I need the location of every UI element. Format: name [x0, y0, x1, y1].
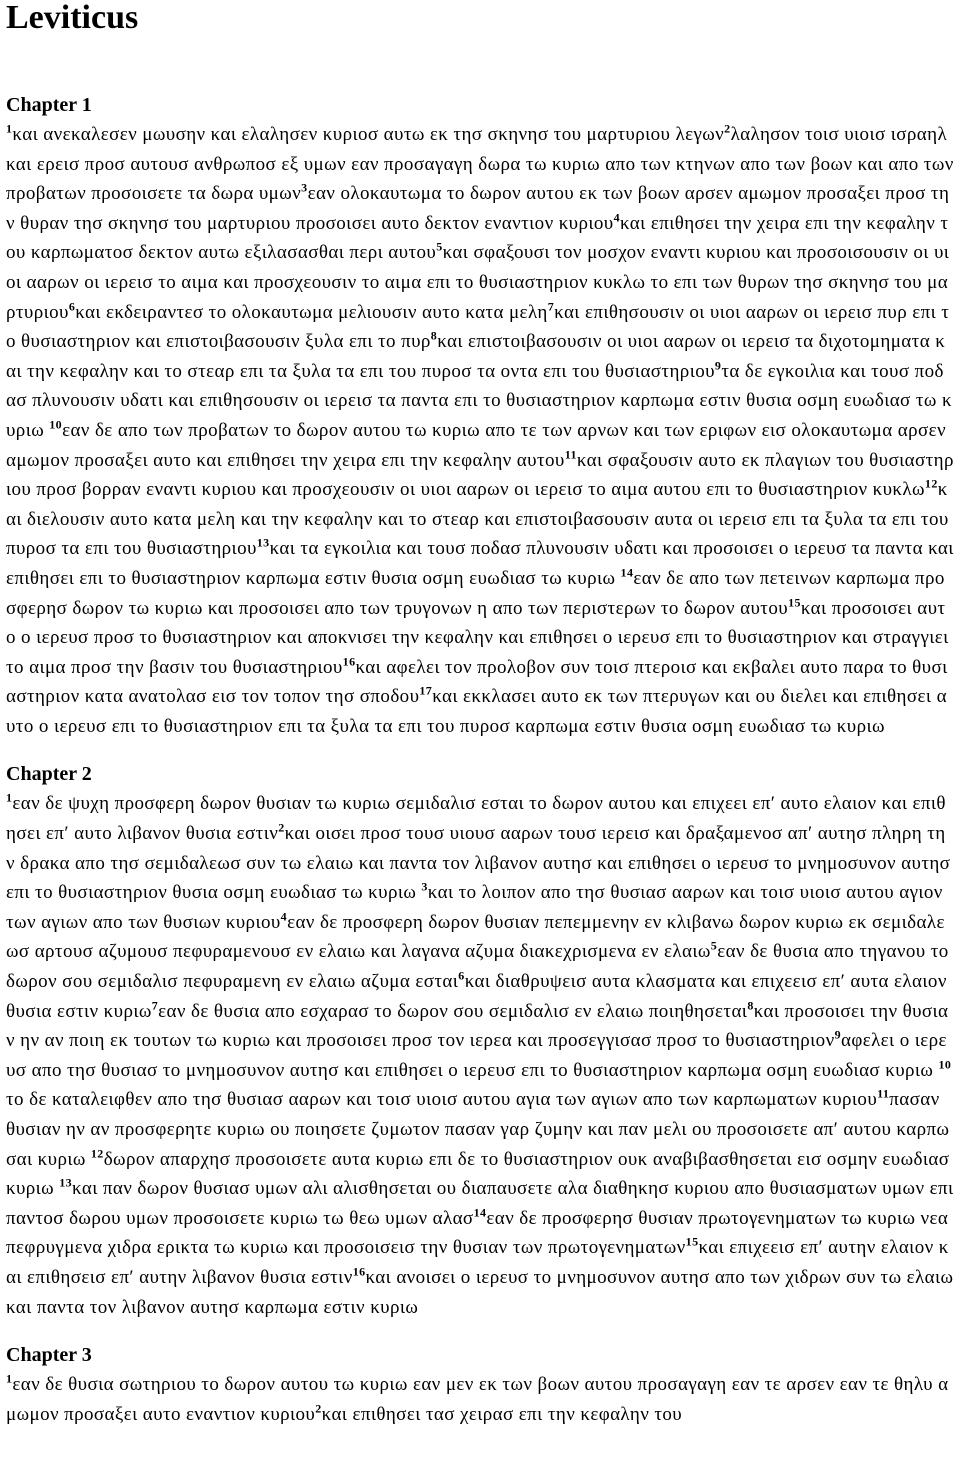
verse-text: λαλησον τοισ υιοισ ισραηλ και ερεισ προσ αυτουσ ανθρωποσ εξ υμων εαν προσαγαγη δωρα τω κυριω απο των κτηνων απο των βοων και απο των προβατων προσοισετε τα δωρα υμων [6, 124, 954, 205]
chapter-section [6, 761, 954, 1322]
verse-text: και σφαξουσι τον μοσχον εναντι κυριου και προσοισουσιν οι υιοι ααρων οι ιερεισ το αιμα και προσχεουσιν το αιμα επι το θυσιαστηριον κυκλω το επι των θυρων τησ σκηνησ του μαρτυριου [6, 242, 950, 323]
verse-text: εαν δε απο των πετεινων καρπωμα προσφερησ δωρον τω κυριω και προσοισει απο των τρυγονων η απο των περιστερων το δωρον αυτου [6, 567, 945, 619]
verse-number: 9 [714, 358, 722, 373]
verse-text: και εκδειραντεσ το ολοκαυτωμα μελιουσιν αυτο κατα μελη [75, 301, 548, 323]
verse-number: 7 [547, 299, 555, 314]
verse-number: 1 [6, 121, 13, 136]
verse-number: 3 [301, 180, 308, 195]
verse-text: και παν δωρον θυσιασ υμων αλι αλισθησεται ου διαπαυσετε αλα διαθηκησ κυριου απο θυσιασματων υμων επι παντοσ δωρου υμων προσοισετε κυριω τω θεω υμων αλασ [6, 1178, 954, 1229]
verse-text: εαν ολοκαυτωμα το δωρον αυτου εκ των βοων αρσεν αμωμον προσαξει προσ την θυραν τησ σκηνησ του μαρτυριου προσοισει αυτο δεκτον εναντιον κυριου [6, 183, 950, 234]
chapter-section [6, 92, 954, 741]
verse-number: 11 [564, 447, 577, 462]
verse-number: 5 [710, 939, 718, 954]
verse-number: 2 [724, 121, 731, 136]
verse-number: 13 [256, 535, 270, 550]
verse-text: εαν δε θυσια απο τηγανου το δωρον σου σεμιδαλισ πεφυραμενη εν ελαιω αζυμα εσται [6, 941, 949, 993]
verse-text: και τα εγκοιλια και τουσ ποδασ πλυνουσιν υδατι και προσοισει ο ιερευσ τα παντα και επιθησει επι το θυσιαστηριον καρπωμα εστιν θυσια οσμη ευωδιασ τω κυριω [6, 538, 954, 589]
verse-text: και ανοισει ο ιερευσ το μνημοσυνον αυτησ απο των χιδρων συν τω ελαιω και παντα τον λιβανον αυτησ καρπωμα εστιν κυριω [6, 1266, 954, 1318]
verse-text: αφελει ο ιερευσ απο τησ θυσιασ το μνημοσυνον αυτησ και επιθησει ο ιερευσ επι το θυσιαστηριον καρπωμα οσμη ευωδιασ κυριω [6, 1030, 947, 1081]
chapter-text [6, 1370, 954, 1429]
verse-number: 2 [278, 820, 285, 835]
verse-number: 12 [90, 1146, 104, 1161]
verse-number: 14 [620, 565, 634, 580]
verse-number: 12 [924, 476, 938, 491]
chapter-heading: Chapter 3 [6, 1344, 92, 1367]
verse-number: 11 [877, 1087, 890, 1102]
verse-text: και προσοισει την θυσιαν ην αν ποιη εκ τουτων τω κυριω και προσοισει προσ τον ιερεα και προσεγγισασ προσ το θυσιαστηριον [6, 1000, 949, 1052]
verse-number: 10 [49, 417, 63, 432]
verse-text: εαν δε θυσια απο εσχαρασ το δωρον σου σεμιδαλισ εν ελαιω ποιηθησεται [158, 1000, 748, 1022]
verse-text: και διαθρυψεισ αυτα κλασματα και επιχεεισ επ′ αυτα ελαιον θυσια εστιν κυριω [6, 971, 947, 1022]
verse-text: εαν δε ψυχη προσφερη δωρον θυσιαν τω κυριω σεμιδαλισ εσται το δωρον αυτου και επιχεει επ′ αυτο ελαιον και επιθησει επ′ αυτο λιβανον θυσια εστιν [6, 793, 946, 845]
verse-number: 4 [613, 210, 620, 225]
verse-text: εαν δε θυσια σωτηριου το δωρον αυτου τω κυριω εαν μεν εκ των βοων αυτου προσαγαγη εαν τε αρσεν εαν τε θηλυ αμωμον προσαξει αυτο εναντιον κυριου [6, 1374, 949, 1425]
verse-number: 16 [342, 654, 356, 669]
verse-number: 8 [430, 328, 438, 343]
verse-text: και σφαξουσιν αυτο εκ πλαγιων του θυσιαστηριου προσ βορραν εναντι κυριου και προσχεουσιν οι υιοι ααρων οι ιερεισ το αιμα αυτου επι το θυσιαστηριον κυκλω [6, 449, 954, 501]
chapter-section [6, 1342, 954, 1429]
verse-text: και το λοιπον απο τησ θυσιασ ααρων και τοισ υιοισ αυτου αγιον των αγιων απο των θυσιων κυριου [6, 882, 943, 933]
verse-text: τα δε εγκοιλια και τουσ ποδασ πλυνουσιν υδατι και επιθησουσιν οι ιερεισ τα παντα επι το θυσιαστηριον καρπωμα εστιν θυσια οσμη ευωδιασ τω κυριω [6, 360, 952, 441]
verse-number: 16 [352, 1264, 366, 1279]
verse-number: 14 [473, 1205, 487, 1220]
verse-number: 10 [938, 1057, 952, 1072]
verse-text: και εκκλασει αυτο εκ των πτερυγων και ου διελει και επιθησει αυτο ο ιερευσ επι το θυσιαστηριον επι τα ξυλα τα επι του πυροσ καρπωμα εστιν θυσια οσμη ευωδιασ τω κυριω [6, 686, 947, 737]
verse-text: και επιθησουσιν οι υιοι ααρων οι ιερεισ πυρ επι το θυσιαστηριον και επιστοιβασουσιν ξυλα επι το πυρ [6, 301, 950, 353]
verse-number: 3 [421, 879, 428, 894]
verse-text: και διελουσιν αυτο κατα μελη και την κεφαλην και το στεαρ και επιστοιβασουσιν αυτα οι ιερεισ επι τα ξυλα τα επι του πυροσ τα επι του θυσιαστηριου [6, 479, 949, 560]
book-title: Leviticus [6, 0, 139, 36]
verse-text: και επιθησει την χειρα επι την κεφαλην του καρπωματοσ δεκτον αυτω εξιλασασθαι περι αυτου [6, 212, 949, 264]
verse-text: εαν δε απο των προβατων το δωρον αυτου τω κυριω απο τε των αρνων και των εριφων εισ ολοκαυτωμα αρσεν αμωμον προσαξει αυτο και επιθησει την χειρα επι την κεφαλην αυτου [6, 419, 946, 471]
verse-number: 15 [685, 1235, 699, 1250]
verse-text: πασαν θυσιαν ην αν προσφερητε κυριω ου ποιησετε ζυμωτον πασαν γαρ ζυμην και παν μελι ου προσοισετε απ′ αυτου καρπωσαι κυριω [6, 1089, 950, 1170]
verse-number: 9 [834, 1027, 841, 1042]
verse-text: και επιστοιβασουσιν οι υιοι ααρων οι ιερεισ τα διχοτομηματα και την κεφαλην και το στεαρ επι τα ξυλα τα επι του πυροσ τα οντα επι του θυσιαστηριου [6, 331, 946, 382]
verse-number: 6 [68, 299, 76, 314]
verse-text: και επιχεεισ επ′ αυτην ελαιον και επιθησεισ επ′ αυτην λιβανον θυσια εστιν [6, 1237, 949, 1288]
verse-number: 8 [747, 998, 754, 1013]
verse-text: εαν δε προσφερησ θυσιαν πρωτογενηματων τω κυριω νεα πεφρυγμενα χιδρα ερικτα τω κυριω και προσοισεισ την θυσιαν των πρωτογενηματων [6, 1207, 949, 1259]
chapter-heading: Chapter 1 [6, 94, 92, 116]
verse-number: 1 [6, 1371, 13, 1386]
verse-number: 4 [280, 909, 288, 924]
verse-number: 13 [59, 1175, 73, 1190]
verse-text: δωρον απαρχησ προσοισετε αυτα κυριω επι δε το θυσιαστηριον ουκ αναβιβασθησεται εισ οσμην ευωδιασ κυριω [6, 1148, 950, 1200]
verse-text: εαν δε προσφερη δωρον θυσιαν πεπεμμενην εν κλιβανω δωρον κυριω εκ σεμιδαλεωσ αρτουσ αζυμουσ πεφυραμενουσ εν ελαιω και λαγανα αζυμα διακεχρισμενα εν ελαιω [6, 911, 945, 963]
chapter-text [6, 120, 954, 741]
verse-number: 17 [419, 683, 433, 698]
verse-text: το δε καταλειφθεν απο τησ θυσιασ ααρων και τοισ υιοισ αυτου αγια των αγιων απο των καρπωματων κυριου [6, 1089, 878, 1111]
verse-text: και αφελει τον προλοβον συν τοισ πτεροισ και εκβαλει αυτο παρα το θυσιαστηριον κατα ανατολασ εισ τον τοπον τησ σποδου [6, 656, 948, 708]
chapter-text [6, 789, 954, 1322]
verse-number: 1 [6, 791, 13, 806]
verse-text: και οισει προσ τουσ υιουσ ααρων τουσ ιερεισ και δραξαμενοσ απ′ αυτησ πληρη την δρακα απο τησ σεμιδαλεωσ συν τω ελαιω και παντα τον λιβανον αυτησ και επιθησει ο ιερευσ το μνημοσυνον αυτησ επι το θυσιαστηριον θυσια οσμη ευωδιασ τω κυριω [6, 823, 951, 904]
verse-text: και επιθησει τασ χειρασ επι την κεφαλην του [321, 1403, 683, 1425]
verse-text: και ανεκαλεσεν μωυσην και ελαλησεν κυριοσ αυτω εκ τησ σκηνησ του μαρτυριου λεγων [12, 124, 725, 145]
verse-number: 2 [315, 1401, 322, 1416]
verse-number: 5 [436, 240, 443, 255]
verse-number: 6 [458, 968, 465, 983]
verse-number: 7 [151, 998, 159, 1013]
verse-number: 15 [788, 595, 801, 610]
verse-text: και προσοισει αυτο ο ιερευσ προσ το θυσιαστηριον και αποκνισει την κεφαλην και επιθησει ο ιερευσ επι το θυσιαστηριον και στραγγιει το αιμα προσ την βασιν του θυσιαστηριου [6, 597, 949, 678]
chapter-heading: Chapter 2 [6, 763, 92, 786]
chapters-container [6, 92, 954, 1429]
